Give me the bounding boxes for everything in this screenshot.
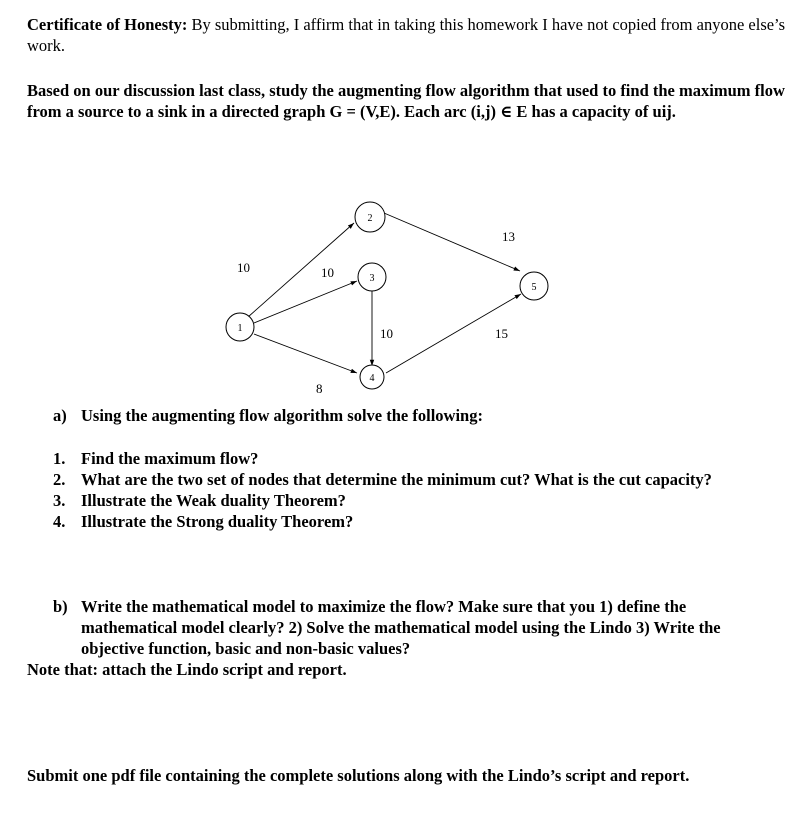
edge-1-4 xyxy=(254,334,357,373)
part-a-label: a) xyxy=(53,406,67,425)
question-item xyxy=(53,448,773,469)
edge-1-2 xyxy=(248,223,354,317)
part-b xyxy=(53,596,753,659)
question-number: 4. xyxy=(53,512,66,531)
part-a-questions xyxy=(53,448,773,532)
node-5-label: 5 xyxy=(531,282,537,293)
node-1-label: 1 xyxy=(237,323,243,334)
edge-4-5-capacity: 15 xyxy=(495,326,508,341)
edge-2-5 xyxy=(384,213,520,271)
certificate-text: By submitting, I affirm that in taking this homework I have not copied from anyone else’s work. xyxy=(27,15,786,55)
part-a-heading-text: Using the augmenting flow algorithm solve the following: xyxy=(81,406,483,425)
edge-1-3 xyxy=(254,281,357,323)
certificate-label: Certificate of Honesty: xyxy=(27,15,188,34)
flow-network-graph xyxy=(200,190,560,400)
part-b-label: b) xyxy=(53,597,68,616)
question-text: What are the two set of nodes that determine the minimum cut? What is the cut capacity? xyxy=(81,470,712,489)
edge-1-3-capacity: 10 xyxy=(321,265,334,280)
node-4-label: 4 xyxy=(369,373,375,384)
question-number: 1. xyxy=(53,449,66,468)
submit-instructions: Submit one pdf file containing the complete solutions along with the Lindo’s script and report. xyxy=(27,766,690,785)
intro-paragraph: Based on our discussion last class, study the augmenting flow algorithm that used to find the maximum flow from a source to a sink in a directed graph G = (V,E). Each arc (i,j) ∈ E has a capacity of uij. xyxy=(27,81,785,121)
node-2-label: 2 xyxy=(367,213,373,224)
edge-1-4-capacity: 8 xyxy=(316,381,323,396)
certificate-of-honesty xyxy=(27,14,787,56)
question-number: 3. xyxy=(53,491,66,510)
question-text: Illustrate the Weak duality Theorem? xyxy=(81,491,346,510)
part-b-text: Write the mathematical model to maximize the flow? Make sure that you 1) define the mathematical model clearly? 2) Solve the mathematical model using the Lindo 3) Write the objective function, basic and non-basic values? xyxy=(81,597,721,658)
node-3-label: 3 xyxy=(369,273,375,284)
question-item xyxy=(53,490,773,511)
question-item xyxy=(53,469,773,490)
question-text: Illustrate the Strong duality Theorem? xyxy=(81,512,354,531)
edge-1-2-capacity: 10 xyxy=(237,260,250,275)
question-number: 2. xyxy=(53,470,66,489)
note-text: Note that: attach the Lindo script and report. xyxy=(27,660,347,679)
edge-2-5-capacity: 13 xyxy=(502,229,515,244)
question-text: Find the maximum flow? xyxy=(81,449,259,468)
part-a-heading xyxy=(53,405,793,426)
edge-3-4-capacity: 10 xyxy=(380,326,393,341)
question-item xyxy=(53,511,773,532)
